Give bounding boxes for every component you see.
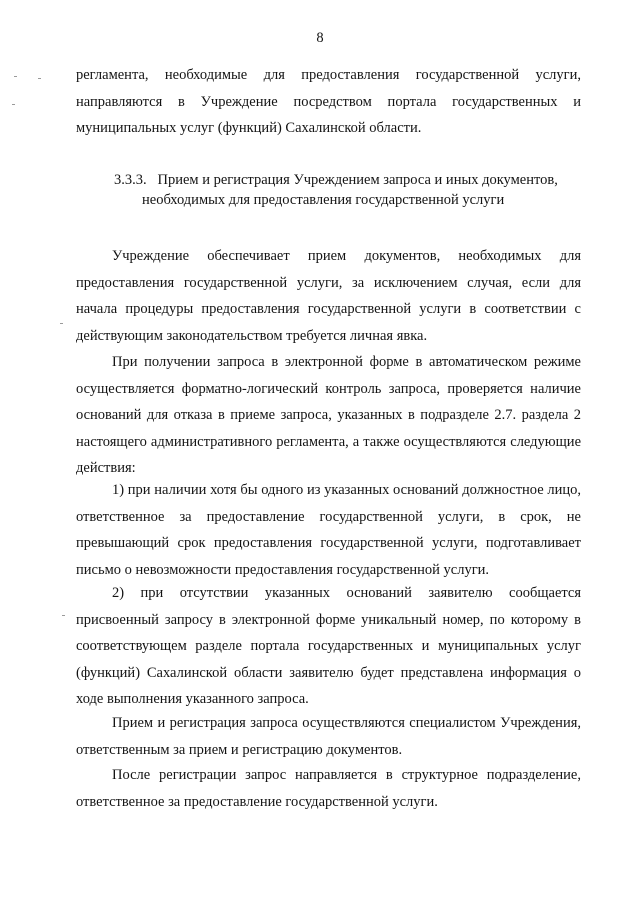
scan-speck bbox=[14, 76, 17, 77]
paragraph-5: Прием и регистрация запроса осуществляются специалистом Учреждения, ответственным за прием и регистрацию документов. bbox=[76, 715, 581, 758]
paragraph-3: 1) при наличии хотя бы одного из указанных оснований должностное лицо, ответственное за предоставление государственной услуги, в срок, не превышающий срок предоставления государственной услуги, подготавливает письмо о невозможности предоставления государственной услуги. bbox=[76, 482, 581, 578]
scan-speck bbox=[62, 615, 65, 616]
scan-speck bbox=[38, 78, 41, 79]
paragraph-4: 2) при отсутствии указанных оснований заявителю сообщается присвоенный запросу в электронной форме уникальный номер, по которому в соответствующем разделе портала государственных и муниципальных услуг (функций) Сахалинской области заявителю будет представлена информация о ходе выполнения указанного запроса. bbox=[76, 585, 581, 707]
scan-speck bbox=[12, 104, 15, 105]
paragraph-2: При получении запроса в электронной форме в автоматическом режиме осуществляется форматно-логический контроль запроса, проверяется наличие оснований для отказа в приеме запроса, указанных в подразделе 2.7. раздела 2 настоящего административного регламента, а также осуществляются следующие действия: bbox=[76, 354, 581, 476]
paragraph-1: Учреждение обеспечивает прием документов, необходимых для предоставления государственной услуги, за исключением случая, если для начала процедуры предоставления государственной услуги в соответствии с действующим законодательством требуется личная явка. bbox=[76, 248, 581, 344]
section-title-line2: необходимых для предоставления государственной услуги bbox=[142, 192, 505, 208]
scan-speck bbox=[60, 323, 63, 324]
section-title-line1: Прием и регистрация Учреждением запроса и иных документов, bbox=[157, 172, 558, 188]
intro-paragraph: регламента, необходимые для предоставления государственной услуги, направляются в Учреждение посредством портала государственных и муниципальных услуг (функций) Сахалинской области. bbox=[76, 67, 581, 136]
paragraph-6: После регистрации запрос направляется в структурное подразделение, ответственное за предоставление государственной услуги. bbox=[76, 767, 581, 810]
page-number: 8 bbox=[316, 30, 324, 46]
section-heading-line1 bbox=[76, 170, 581, 190]
section-heading bbox=[76, 170, 581, 210]
section-number: 3.3.3. bbox=[114, 172, 147, 188]
